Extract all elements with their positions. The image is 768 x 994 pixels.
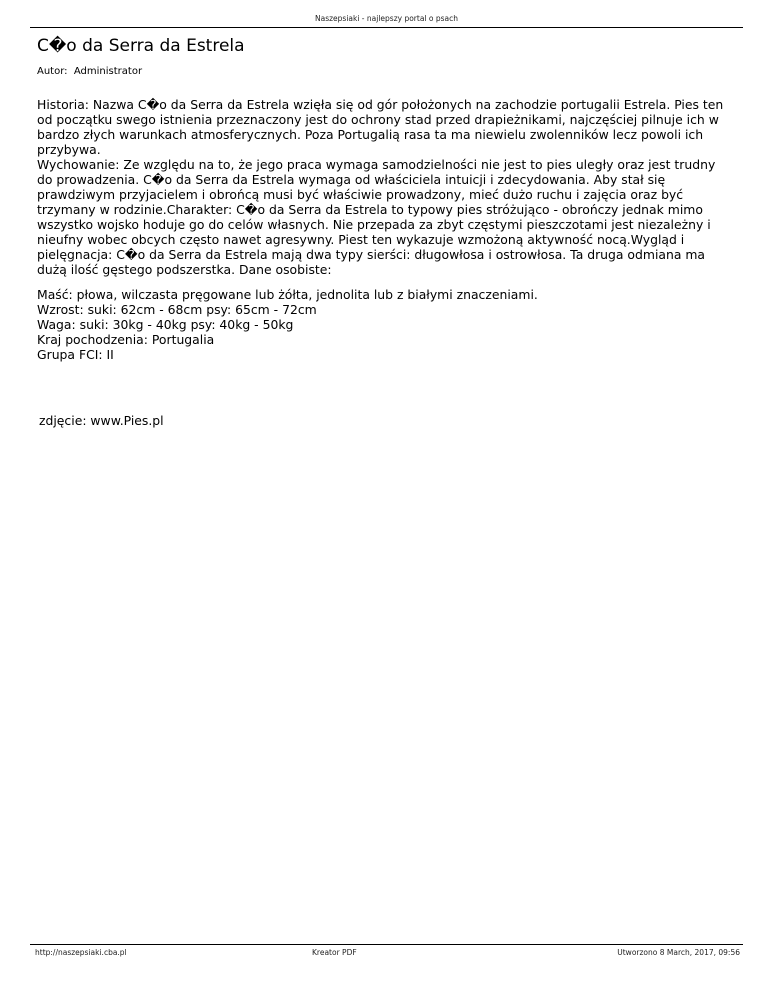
- footer-url: http://naszepsiaki.cba.pl: [35, 948, 127, 957]
- spacer: [37, 277, 733, 287]
- footer-generator: Kreator PDF: [312, 948, 357, 957]
- paragraph-upbringing: Wychowanie: Ze względu na to, że jego praca wymaga samodzielności nie jest to pies uległy oraz jest trudny do prowadzenia. C�o da Serra da Estrela wymaga od właściciela intuicji i zdecydowania. Aby stał się prawdziwym przyjacielem i obrońcą musi być właściwie prowadzony, mieć dużo ruchu i zajęcia oraz być trzymany w rodzinie.Charakter: C�o da Serra da Estrela to typowy pies stróżująco - obrończy jednak mimo wszystko wojsko hoduje go do celów własnych. Nie przepada za zbyt częstymi pieszczotami jest niezależny i nieufny wobec obcych często nawet agresywny. Piest ten wykazuje wzmożoną aktywność nocą.Wygląd i pielęgnacja: C�o da Serra da Estrela mają dwa typy sierści: długowłosa i ostrowłosa. Ta druga odmiana ma dużą ilość gęstego podszerstka. Dane osobiste:: [37, 157, 716, 277]
- fact-country: Kraj pochodzenia: Portugalia: [37, 332, 215, 347]
- fact-coat: Maść: płowa, wilczasta pręgowane lub żółta, jednolita lub z białymi znaczeniami.: [37, 287, 538, 302]
- author-label: Autor:: [37, 66, 68, 77]
- header-divider: [30, 27, 743, 28]
- footer-divider: [30, 944, 743, 945]
- author-line: [37, 65, 142, 79]
- photo-credit: zdjęcie: www.Pies.pl: [39, 413, 164, 428]
- fact-fci-group: Grupa FCI: II: [37, 347, 114, 362]
- fact-weight: Waga: suki: 30kg - 40kg psy: 40kg - 50kg: [37, 317, 294, 332]
- paragraph-history: Historia: Nazwa C�o da Serra da Estrela wzięła się od gór położonych na zachodzie portugalii Estrela. Pies ten od początku swego istnienia przeznaczony jest do ochrony stad przed drapieżnikami, najczęściej pilnuje ich w bardzo złych warunkach atmosferycznych. Poza Portugalią rasa ta ma niewielu zwolenników lecz powoli ich przybywa.: [37, 97, 724, 157]
- footer-created: Utworzono 8 March, 2017, 09:56: [617, 948, 740, 957]
- article-title: C�o da Serra da Estrela: [37, 36, 245, 56]
- page-header: Naszepsiaki - najlepszy portal o psach: [314, 14, 459, 23]
- fact-height: Wzrost: suki: 62cm - 68cm psy: 65cm - 72cm: [37, 302, 317, 317]
- article-body: [37, 97, 733, 362]
- author-name: Administrator: [73, 66, 143, 77]
